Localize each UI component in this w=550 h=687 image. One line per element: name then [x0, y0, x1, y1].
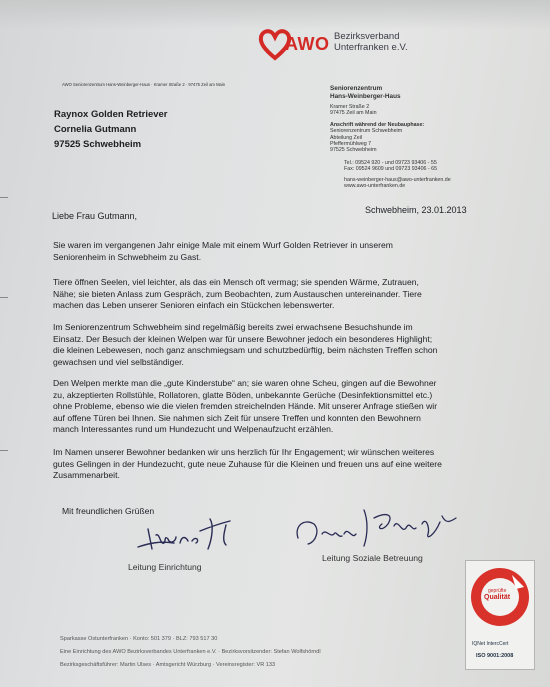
- sender-info-block: [330, 85, 530, 189]
- seal-cert-text: IQNet IntercCert: [472, 641, 509, 647]
- center-title: Seniorenzentrum: [330, 85, 383, 92]
- signature-left-role: Leitung Einrichtung: [128, 562, 202, 572]
- address-street: Kramer Straße 2: [330, 104, 370, 110]
- center-subtitle: Hans-Weinberger-Haus: [330, 92, 401, 100]
- fold-mark: [0, 450, 8, 451]
- footer-registry: Bezirksgeschäftsführer: Martin Ulses · Amtsgericht Würzburg · Vereinsregister: VR 133: [60, 662, 276, 668]
- seal-iso-text: ISO 9001:2008: [476, 653, 514, 659]
- address-city: 97475 Zeil am Main: [330, 110, 377, 117]
- closing: Mit freundlichen Grüßen: [62, 506, 155, 516]
- temp-address-line: 97525 Schwebheim: [330, 147, 377, 154]
- paragraph-1: Sie waren im vergangenen Jahr einige Male mit einem Wurf Golden Retriever in unserem Seniorenheim in Schwebheim zu Gast.: [53, 240, 393, 262]
- sender-line: AWO Seniorenzentrum Hans-Weinberger-Haus · Kramer Straße 2 · 97475 Zeil am Main: [62, 82, 226, 87]
- signature-right-role: Leitung Soziale Betreuung: [322, 553, 423, 563]
- fax-line: Fax: 09524 9609 und 09723 93406 - 65: [344, 166, 438, 173]
- temp-address-line: Pfeffermühlweg 7: [330, 141, 372, 148]
- recipient-person: Cornelia Gutmann: [54, 124, 137, 135]
- phone-line: Tel.: 09524 920 - und 09723 93406 - 55: [344, 159, 437, 166]
- footer-bank: Sparkasse Ostunterfranken · Konto: 501 379 · BLZ: 793 517 30: [60, 636, 218, 642]
- paragraph-5: Im Namen unserer Bewohner bedanken wir uns herzlich für Ihr Engagement; wir wünschen weiteres gutes Gelingen in der Hundezucht, gute neue Zuhause für die Kleinen und freuen uns auf eine weitere Zusammenarbeit.: [53, 447, 442, 480]
- signature-right: [290, 498, 465, 560]
- signature-left: [130, 505, 250, 555]
- quality-seal: [465, 560, 535, 670]
- seal-main-text: Qualität: [484, 594, 511, 601]
- org-name: Bezirksverband Unterfranken e.V.: [334, 31, 408, 53]
- temp-address-heading: Anschrift während der Neubauphase:: [330, 121, 425, 128]
- web-line: www.awo-unterfranken.de: [344, 183, 406, 190]
- paragraph-2: Tiere öffnen Seelen, viel leichter, als das ein Mensch oft vermag; sie spenden Wärme, Zutrauen, Nähe; sie bieten Anlass zum Gespräch, zum Beobachten, zum Austauschen untereinander. Tiere machen das Leben unserer Senioren einfach ein Stückchen lebenswerter.: [53, 277, 422, 310]
- fold-mark: [0, 197, 8, 198]
- temp-address-line: Abteilung Zeil: [330, 134, 363, 141]
- punch-mark: [0, 297, 8, 298]
- awo-logo: [258, 28, 418, 68]
- recipient-name: Raynox Golden Retriever: [54, 109, 168, 120]
- paragraph-4: Den Welpen merkte man die „gute Kinderstube“ an; sie waren ohne Scheu, gingen auf die Bewohner zu, akzeptierten Rollstühle, Rollatoren, glatte Böden, unbekannte Gerüche (Desinfektionsmittel etc.) ohne Probleme, ebenso wie die vielen fremden streichelnden Hände. Mit unserer Anfrage stießen wir auf offene Türen bei Ihnen. Sie nahmen sich Zeit für unsere Treffen und konnten den Bewohnern manch Interessantes rund um Hundezucht und Welpenaufzucht erzählen.: [53, 378, 438, 434]
- recipient-city: 97525 Schwebheim: [54, 139, 142, 150]
- temp-address-line: Seniorenzentrum Schwebheim: [330, 128, 403, 135]
- paragraph-3: Im Seniorenzentrum Schwebheim sind regelmäßig bereits zwei erwachsene Besuchshunde im Einsatz. Der Besuch der kleinen Welpen war für unsere Bewohner jedoch ein besonderes Highlight; die kleinen Lebewesen, noch ganz anschmiegsam und schutzbedürftig, beim nächsten Treffen schon gewachsen und viel selbständiger.: [53, 322, 438, 367]
- seal-top-text: geprüfte: [488, 588, 507, 594]
- brand-text: AWO: [285, 34, 330, 54]
- letter-date: Schwebheim, 23.01.2013: [365, 205, 467, 215]
- email-line: hans-weinberger-haus@awo-unterfranken.de: [344, 176, 451, 183]
- salutation: Liebe Frau Gutmann,: [52, 211, 138, 221]
- footer-org: Eine Einrichtung des AWO Bezirksverbandes Unterfranken e.V. · Bezirksvorsitzender: Stefan Wolfshörndl: [60, 649, 321, 655]
